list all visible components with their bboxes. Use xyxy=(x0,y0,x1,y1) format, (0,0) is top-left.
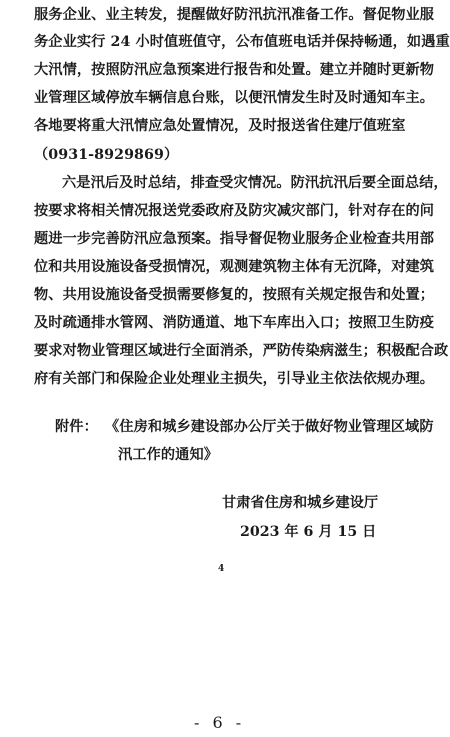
attachment-label: 附件： xyxy=(55,419,98,435)
section6-line-4: 位和共用设施设备受损情况，观测建筑物主体有无沉降，对建筑 xyxy=(34,259,435,275)
section6-first-line xyxy=(62,173,448,193)
section6-first-line-rest: 防汛抗汛后要全面总结， xyxy=(290,175,448,191)
attachment-title-line-2: 汛工作的通知》 xyxy=(118,447,219,463)
body-line-1: 服务企业、业主转发，提醒做好防汛抗汛准备工作。督促物业服 xyxy=(34,7,435,23)
section6-line-6: 及时疏通排水管网、消防通道、地下车库出入口；按照卫生防疫 xyxy=(34,315,435,331)
signature-date: 2023 年 6 月 15 日 xyxy=(240,524,377,540)
body-line-5: 各地要将重大汛情应急处置情况，及时报送省住建厅值班室 xyxy=(34,118,406,134)
attachment-title-line-1: 《住房和城乡建设部办公厅关于做好物业管理区域防 xyxy=(105,419,434,435)
section6-line-8: 府有关部门和保险企业处理业主损失，引导业主依法依规办理。 xyxy=(34,371,435,387)
section6-line-5: 物、共用设施设备受损需要修复的，按照有关规定报告和处置； xyxy=(34,287,435,303)
section6-heading: 六是汛后及时总结，排查受灾情况。 xyxy=(62,175,291,191)
body-line-2: 务企业实行 24 小时值班值守，公布值班电话并保持畅通，如遇重 xyxy=(34,34,450,50)
body-line-3: 大汛情，按照防汛应急预案进行报告和处置。建立并随时更新物 xyxy=(34,62,435,78)
section6-line-7: 要求对物业管理区域进行全面消杀，严防传染病滋生；积极配合政 xyxy=(34,343,449,359)
page-number: - 6 - xyxy=(194,713,246,732)
small-page-mark: 4 xyxy=(218,564,225,574)
body-line-6: （0931-8929869） xyxy=(34,147,179,163)
section6-line-3: 题进一步完善防汛应急预案。指导督促物业服务企业检查共用部 xyxy=(34,231,435,247)
body-line-4: 业管理区域停放车辆信息台账，以便汛情发生时及时通知车主。 xyxy=(34,90,435,106)
section6-line-2: 按要求将相关情况报送党委政府及防灾减灾部门，针对存在的问 xyxy=(34,203,435,219)
signature-organization: 甘肃省住房和城乡建设厅 xyxy=(222,495,379,511)
